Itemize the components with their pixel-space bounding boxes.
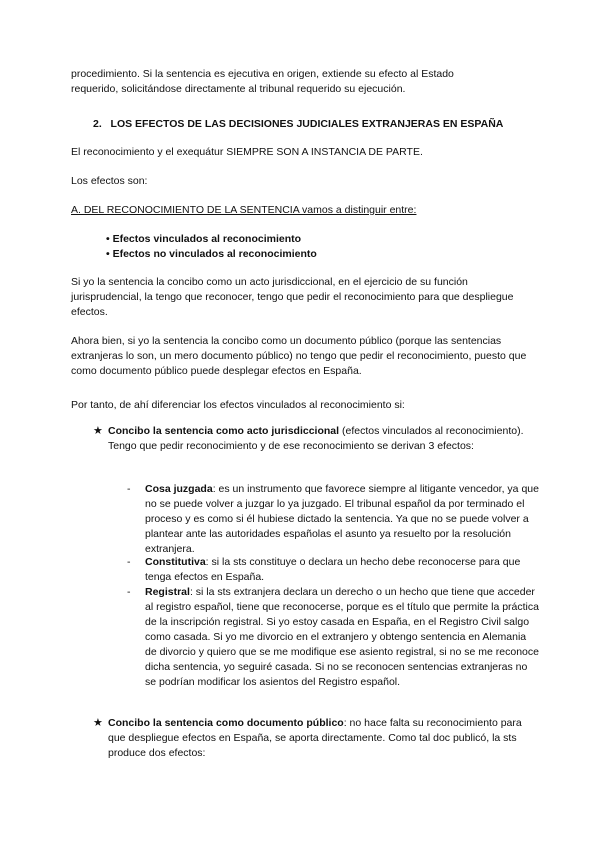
item-bold-lead: Registral [145, 586, 190, 598]
item-text: : si la sts constituye o declara un hecho debe reconocerse para que tenga efectos en España. [145, 556, 521, 583]
intro-line-1: procedimiento. Si la sentencia es ejecutiva en origen, extiende su efecto al Estado [71, 68, 454, 80]
item-bold-lead: Concibo la sentencia como acto jurisdiccional [108, 425, 340, 437]
item-bold-lead: Concibo la sentencia como documento público [108, 717, 344, 729]
section-a-heading: A. DEL RECONOCIMIENTO DE LA SENTENCIA vamos a distinguir entre: [71, 204, 417, 216]
heading-text: LOS EFECTOS DE LAS DECISIONES JUDICIALES EXTRANJERAS EN ESPAÑA [110, 118, 504, 130]
item-text: : si la sts extranjera declara un derecho o un hecho que tiene que acceder al registro español, tiene que reconocerse, porque es el título que permite la práctica de la inscripción registral. Si yo estoy casada en España, en el Registro Civil salgo como casada. Si yo me divorcio en el extranjero y obtengo sentencia en Alemania de divorcio y quiero que se me modifique ese asiento registral, si no se me reconoce dicha sentencia, yo seguiré casada. Si no se reconocen sentencias extranjeras no se podrían modificar los asientos del Registro español. [145, 586, 539, 688]
dash-bullet-icon: - [127, 483, 131, 495]
item-text: (efectos vinculados al reconocimiento). Tengo que pedir reconocimiento y de ese reconocimiento se derivan 3 efectos: [108, 425, 524, 452]
item-text: : es un instrumento que favorece siempre al litigante vencedor, ya que no se puede volver a juzgar lo ya juzgado. El tribunal español da por terminado el proceso y es como si él hubiese dictado la sentencia. Ya que no se puede volver a plantear ante las autoridades españolas el asunto ya resuelto por la resolución extranjera. [145, 483, 539, 555]
reconocimiento-paragraph: El reconocimiento y el exequátur SIEMPRE SON A INSTANCIA DE PARTE. [71, 146, 423, 158]
por-tanto-paragraph: Por tanto, de ahí diferenciar los efectos vinculados al reconocimiento si: [71, 399, 405, 411]
dash-bullet-icon: - [127, 586, 131, 598]
item-bold-lead: Cosa juzgada [145, 483, 213, 495]
constitutiva-item [145, 555, 540, 585]
dash-bullet-icon: - [127, 556, 131, 568]
acto-paragraph: Si yo la sentencia la concibo como un acto jurisdiccional, en el ejercicio de su función jurisprudencial, la tengo que reconocer, tengo que pedir el reconocimiento para que despliegue efectos. [71, 276, 514, 318]
intro-paragraph [71, 67, 541, 97]
section-heading [93, 117, 563, 132]
documento-publico-item [108, 716, 538, 761]
efectos-intro: Los efectos son: [71, 175, 148, 187]
star-bullet-icon: ★ [93, 425, 103, 437]
cosa-juzgada-item [145, 482, 540, 557]
star-bullet-icon: ★ [93, 717, 103, 729]
acto-jurisdiccional-item [108, 424, 538, 454]
item-text: : no hace falta su reconocimiento para que despliegue efectos en España, se aporta directamente. Como tal doc publicó, la sts produce dos efectos: [108, 717, 522, 759]
bullet-item: • Efectos no vinculados al reconocimiento [106, 248, 317, 260]
bullet-item: • Efectos vinculados al reconocimiento [106, 233, 302, 245]
item-bold-lead: Constitutiva [145, 556, 206, 568]
effects-bullet-list [106, 232, 526, 262]
intro-line-2: requerido, solicitándose directamente al tribunal requerido su ejecución. [71, 83, 406, 95]
registral-item [145, 585, 540, 690]
heading-number: 2. [93, 118, 102, 130]
documento-paragraph: Ahora bien, si yo la sentencia la concibo como un documento público (porque las sentencias extranjeras lo son, un mero documento público) no tengo que pedir el reconocimiento, puesto que como documento público puede desplegar efectos en España. [71, 335, 527, 377]
